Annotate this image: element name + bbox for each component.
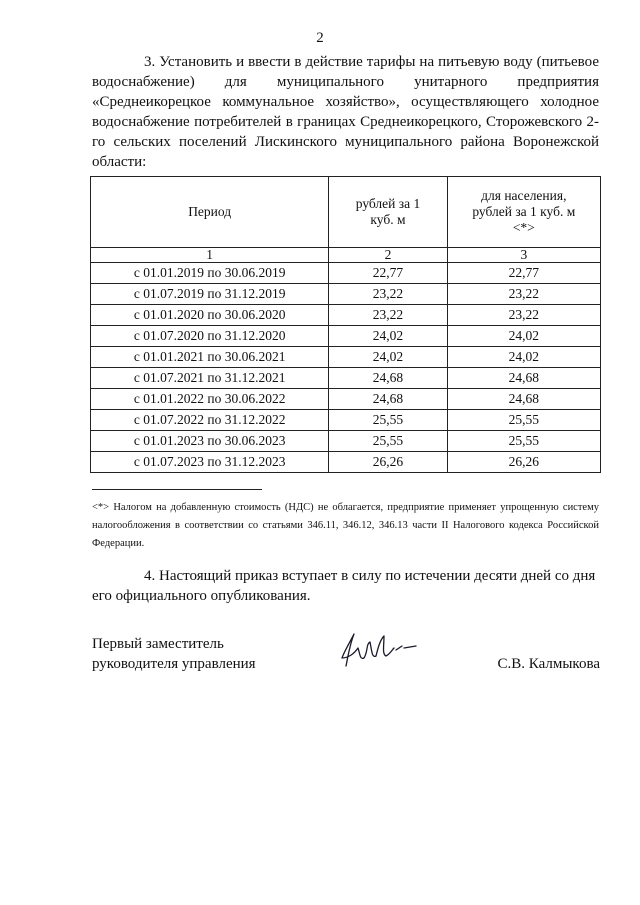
rate-cell: 24,68 [329,368,447,389]
population-rate-cell: 25,55 [447,431,600,452]
table-row [91,452,601,473]
table-row [91,284,601,305]
period-cell: с 01.01.2020 по 30.06.2020 [91,305,329,326]
header-rate-text: рублей за 1 куб. м [355,196,421,227]
rate-cell: 24,02 [329,326,447,347]
rate-cell: 23,22 [329,305,447,326]
period-cell: с 01.07.2020 по 31.12.2020 [91,326,329,347]
period-cell: с 01.01.2022 по 30.06.2022 [91,389,329,410]
column-number: 3 [447,248,600,263]
rate-cell: 25,55 [329,431,447,452]
period-cell: с 01.01.2023 по 30.06.2023 [91,431,329,452]
table-row [91,263,601,284]
paragraph-3-text: 3. Установить и ввести в действие тарифы на питьевую воду (питьевое водоснабжение) для муниципального унитарного предприятия «Среднеикорецкое коммунальное хозяйство», осуществляющего холодное водоснабжение потребителей в границах Среднеикорецкого, Сторожевского 2-го сельских поселений Лискинского муниципального района Воронежской области: [92,54,599,170]
population-rate-cell: 25,55 [447,410,600,431]
signatory-position-line: Первый заместитель [92,636,224,652]
rate-cell: 26,26 [329,452,447,473]
population-rate-cell: 24,02 [447,347,600,368]
header-period: Период [91,177,329,248]
footnote-divider [92,489,262,490]
rate-cell: 23,22 [329,284,447,305]
period-cell: с 01.07.2023 по 31.12.2023 [91,452,329,473]
header-population-rate [447,177,600,248]
table-row [91,368,601,389]
handwritten-signature [338,628,428,672]
population-rate-cell: 24,02 [447,326,600,347]
table-row [91,305,601,326]
signatory-position-line: руководителя управления [92,656,256,672]
paragraph-4-text: 4. Настоящий приказ вступает в силу по истечении десяти дней со дня его официального опубликования. [92,568,596,604]
column-number: 2 [329,248,447,263]
header-population-rate-text: для населения, рублей за 1 куб. м <*> [472,188,576,235]
period-cell: с 01.01.2021 по 30.06.2021 [91,347,329,368]
period-cell: с 01.01.2019 по 30.06.2019 [91,263,329,284]
population-rate-cell: 26,26 [447,452,600,473]
header-rate [329,177,447,248]
population-rate-cell: 24,68 [447,368,600,389]
signatory-position [92,634,312,674]
population-rate-cell: 22,77 [447,263,600,284]
column-number: 1 [91,248,329,263]
period-cell: с 01.07.2021 по 31.12.2021 [91,368,329,389]
table-header-row [91,177,601,248]
population-rate-cell: 23,22 [447,284,600,305]
population-rate-cell: 24,68 [447,389,600,410]
signatory-name: С.В. Калмыкова [497,656,600,672]
population-rate-cell: 23,22 [447,305,600,326]
rate-cell: 22,77 [329,263,447,284]
table-row [91,347,601,368]
column-number-row [91,248,601,263]
table-row [91,326,601,347]
rate-cell: 24,68 [329,389,447,410]
period-cell: с 01.07.2022 по 31.12.2022 [91,410,329,431]
period-cell: с 01.07.2019 по 31.12.2019 [91,284,329,305]
paragraph-3 [92,52,599,172]
page-number: 2 [316,30,324,46]
tariff-table [90,176,601,473]
paragraph-4 [92,566,599,606]
rate-cell: 25,55 [329,410,447,431]
table-row [91,431,601,452]
footnote: <*> Налогом на добавленную стоимость (НДС) не облагается, предприятие применяет упрощенную систему налогообложения в соответствии со статьями 346.11, 346.12, 346.13 части II Налогового кодекса Российской Федерации. [92,502,599,549]
table-row [91,389,601,410]
rate-cell: 24,02 [329,347,447,368]
table-row [91,410,601,431]
